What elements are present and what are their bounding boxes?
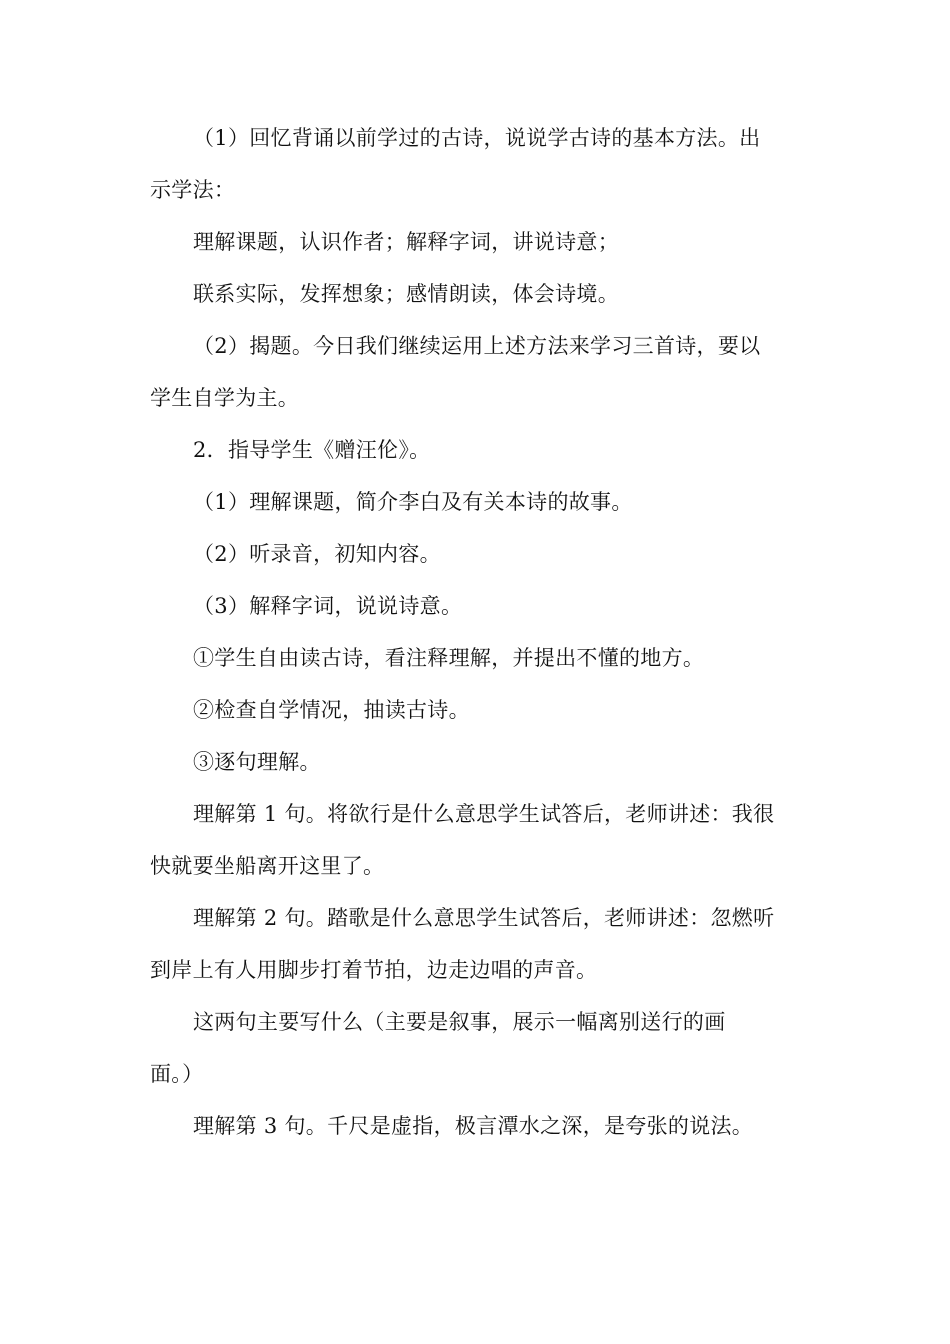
paragraph-line: 理解第 3 句。千尺是虚指，极言潭水之深，是夸张的说法。 (193, 1114, 754, 1138)
paragraph-line: 到岸上有人用脚步打着节拍，边走边唱的声音。 (150, 958, 598, 982)
paragraph-line: 理解第 1 句。将欲行是什么意思学生试答后，老师讲述：我很 (193, 802, 775, 826)
paragraph-line: （1）理解课题，简介李白及有关本诗的故事。 (193, 490, 633, 514)
paragraph-line: ②检查自学情况，抽读古诗。 (193, 698, 470, 722)
paragraph-line: （3）解释字词，说说诗意。 (193, 594, 463, 618)
paragraph-line: 面。） (150, 1062, 204, 1086)
paragraph-line: （2）揭题。今日我们继续运用上述方法来学习三首诗，要以 (193, 334, 761, 358)
paragraph-line: ①学生自由读古诗，看注释理解，并提出不懂的地方。 (193, 646, 705, 670)
paragraph-line: 联系实际，发挥想象；感情朗读，体会诗境。 (193, 282, 619, 306)
paragraph-line: 理解课题，认识作者；解释字词，讲说诗意； (193, 230, 619, 254)
paragraph-line: 这两句主要写什么（主要是叙事，展示一幅离别送行的画 (193, 1010, 726, 1034)
paragraph-line: 快就要坐船离开这里了。 (150, 854, 385, 878)
paragraph-line: 示学法： (150, 178, 236, 202)
section-heading: 2．指导学生《赠汪伦》。 (193, 438, 431, 462)
paragraph-line: ③逐句理解。 (193, 750, 321, 774)
paragraph-line: （2）听录音，初知内容。 (193, 542, 441, 566)
paragraph-line: 学生自学为主。 (150, 386, 300, 410)
paragraph-line: 理解第 2 句。踏歌是什么意思学生试答后，老师讲述：忽燃听 (193, 906, 775, 930)
paragraph-line: （1）回忆背诵以前学过的古诗，说说学古诗的基本方法。出 (193, 126, 761, 150)
